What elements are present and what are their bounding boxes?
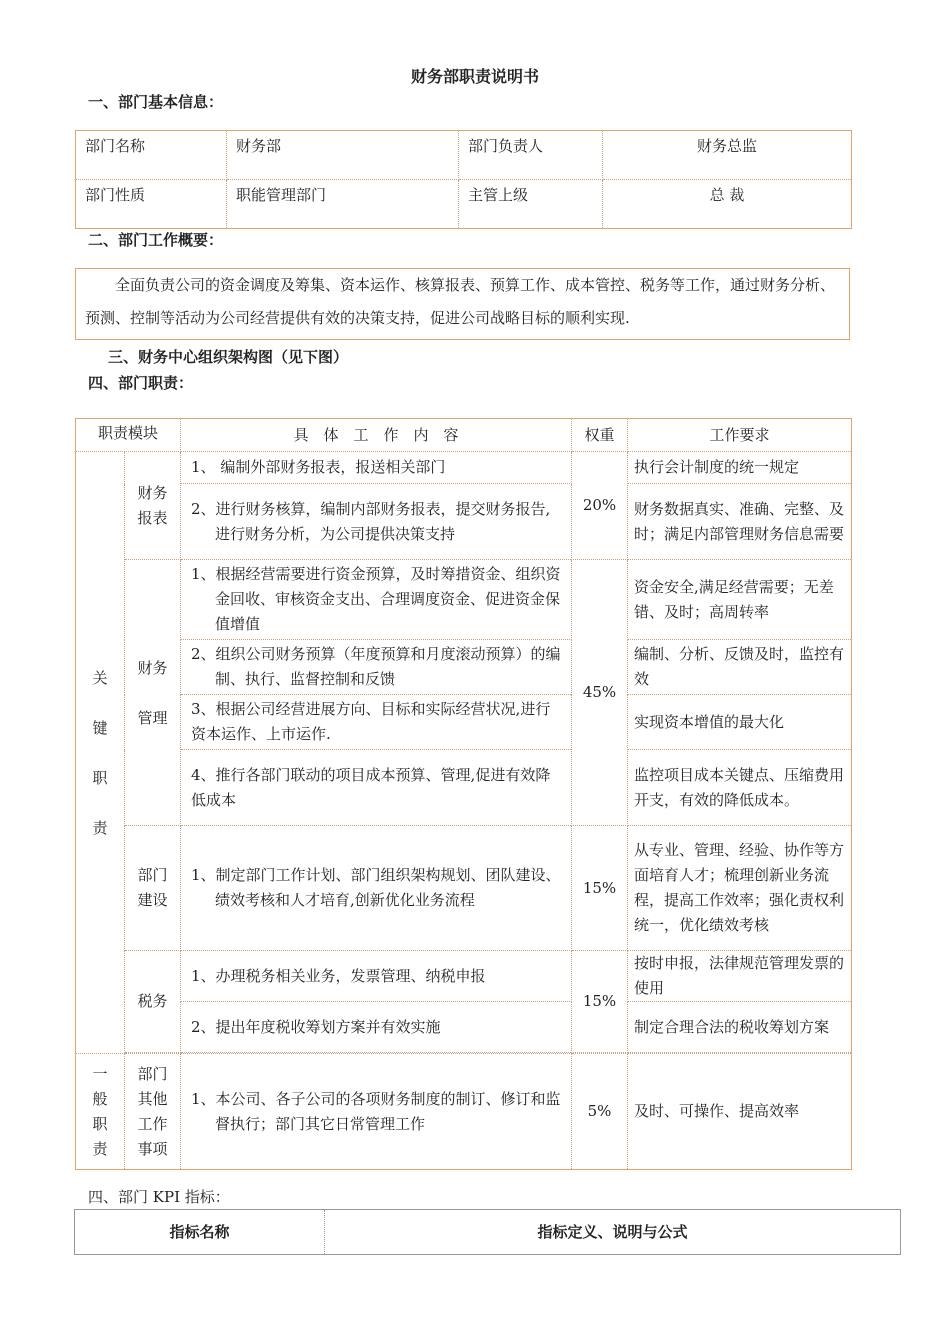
module-mgmt-name: 财务管理 [125, 560, 181, 826]
report-item-1: 1、 编制外部财务报表，报送相关部门 [181, 452, 572, 484]
module-report-name: 财务报表 [125, 452, 181, 560]
section-duties-heading: 四、部门职责： [88, 374, 194, 392]
key-duties-label: 关 键 职 责 [76, 452, 125, 1054]
dept-name-label: 部门名称 [76, 131, 227, 180]
page-title: 财务部职责说明书 [410, 67, 539, 86]
dept-nature-value: 职能管理部门 [227, 180, 459, 229]
other-weight: 5% [572, 1054, 628, 1170]
section-org-chart-heading: 三、财务中心组织架构图（见下图） [108, 348, 349, 366]
tax-req-1: 按时申报，法律规范管理发票的使用 [628, 951, 852, 1002]
header-content: 具 体 工 作 内 容 [181, 419, 572, 452]
module-tax-name: 税务 [125, 951, 181, 1053]
kpi-header-definition: 指标定义、说明与公式 [325, 1210, 901, 1255]
mgmt-item-1: 1、根据经营需要进行资金预算，及时筹措资金、组织资金回收、审核资金支出、合理调度资金、促进资金保值增值 [191, 565, 561, 633]
module-build-name: 部门建设 [125, 826, 181, 951]
other-req-1: 及时、可操作、提高效率 [628, 1054, 852, 1170]
mgmt-weight: 45% [572, 560, 628, 826]
tax-item-2: 2、提出年度税收筹划方案并有效实施 [181, 1002, 572, 1053]
module-other-name: 部门 其他 工作 事项 [125, 1054, 181, 1170]
kpi-table [74, 1209, 901, 1255]
superior-label: 主管上级 [459, 180, 603, 229]
header-module: 职责模块 [76, 419, 181, 452]
dept-head-label: 部门负责人 [459, 131, 603, 180]
dept-nature-label: 部门性质 [76, 180, 227, 229]
dept-head-value: 财务总监 [603, 131, 852, 180]
work-summary-box [75, 268, 850, 340]
basic-info-table [75, 130, 852, 229]
header-requirement: 工作要求 [628, 419, 852, 452]
superior-value: 总 裁 [603, 180, 852, 229]
work-summary-text: 全面负责公司的资金调度及筹集、资本运作、核算报表、预算工作、成本管控、税务等工作，通过财务分析、预测、控制等活动为公司经营提供有效的决策支持，促进公司战略目标的顺利实现. [85, 276, 836, 327]
report-req-1: 执行会计制度的统一规定 [628, 452, 852, 484]
build-req-1: 从专业、管理、经验、协作等方面培育人才；梳理创新业务流程，提高工作效率；强化责权利统一，优化绩效考核 [628, 826, 852, 951]
mgmt-req-3: 实现资本增值的最大化 [628, 695, 852, 750]
section-kpi-heading: 四、部门 KPI 指标： [88, 1188, 230, 1206]
report-req-2: 财务数据真实、准确、完整、及时；满足内部管理财务信息需要 [628, 484, 852, 560]
report-item-2: 2、进行财务核算，编制内部财务报表，提交财务报告,进行财务分析，为公司提供决策支持 [191, 499, 551, 543]
build-weight: 15% [572, 826, 628, 951]
tax-weight: 15% [572, 951, 628, 1053]
dept-name-value: 财务部 [227, 131, 459, 180]
section-basic-info-heading: 一、部门基本信息： [88, 93, 224, 111]
section-summary-heading: 二、部门工作概要： [88, 231, 224, 249]
mgmt-item-3: 3、根据公司经营进展方向、目标和实际经营状况,进行资本运作、上市运作. [181, 695, 572, 750]
mgmt-item-4: 4、推行各部门联动的项目成本预算、管理,促进有效降低成本 [181, 750, 572, 826]
kpi-header-name: 指标名称 [75, 1210, 325, 1255]
mgmt-item-2: 2、组织公司财务预算（年度预算和月度滚动预算）的编制、执行、监督控制和反馈 [191, 645, 561, 688]
tax-req-2: 制定合理合法的税收筹划方案 [628, 1002, 852, 1053]
general-duties-label: 一 般 职 责 [76, 1054, 125, 1170]
mgmt-req-2: 编制、分析、反馈及时，监控有效 [628, 640, 852, 695]
report-weight: 20% [572, 452, 628, 560]
mgmt-req-4: 监控项目成本关键点、压缩费用开支，有效的降低成本。 [628, 750, 852, 826]
tax-item-1: 1、办理税务相关业务，发票管理、纳税申报 [181, 951, 572, 1002]
other-item-1: 1、本公司、各子公司的各项财务制度的制订、修订和监督执行；部门其它日常管理工作 [191, 1089, 561, 1133]
duties-table [75, 418, 852, 1170]
build-item-1: 1、制定部门工作计划、部门组织架构规划、团队建设、绩效考核和人才培育,创新优化业务流程 [191, 866, 561, 909]
mgmt-req-1: 资金安全,满足经营需要；无差错、及时；高周转率 [628, 560, 852, 640]
header-weight: 权重 [572, 419, 628, 452]
